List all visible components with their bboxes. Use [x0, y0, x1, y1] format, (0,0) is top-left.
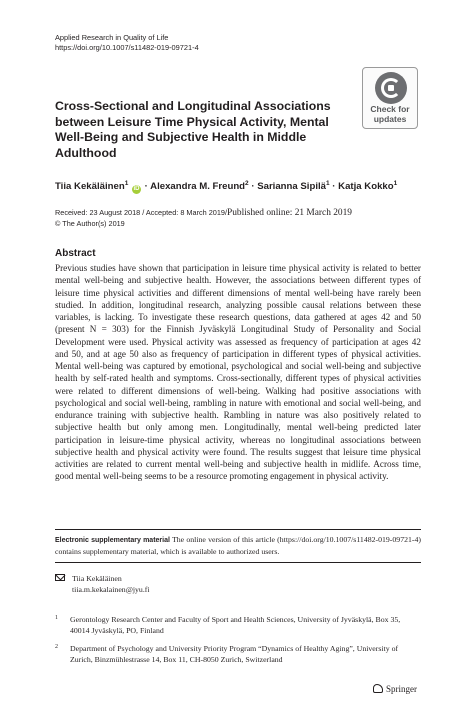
orcid-icon[interactable]: iD — [133, 186, 140, 193]
envelope-icon — [55, 574, 65, 581]
author-affiliation-sup: 1 — [326, 180, 330, 187]
affiliation — [55, 644, 421, 665]
article-title: Cross-Sectional and Longitudinal Associations between Leisure Time Physical Activity, Mental Well-Being and Subjective Health in Middle Adulthood — [55, 99, 331, 160]
author-list: Tiia Kekäläinen$^1$ iD · Alexandra M. Freund$^2$ · Sarianna Sipilä$^1$ · Katja Kokko$^1$ — [55, 180, 398, 193]
check-for-updates-badge[interactable] — [362, 67, 418, 129]
publisher-logo — [373, 684, 417, 694]
author-affiliation-sup: 1 — [124, 180, 129, 187]
affiliation-number: 1 — [55, 615, 58, 621]
journal-name: Applied Research in Quality of Life — [55, 33, 169, 42]
author-affiliation-sup: 2 — [245, 180, 249, 187]
corresponding-author — [55, 573, 150, 595]
author-name: Tiia Kekäläinen — [55, 181, 125, 193]
author-name: Katja Kokko — [338, 181, 394, 193]
supplementary-note — [55, 534, 421, 557]
affiliation-text: Department of Psychology and University Priority Program “Dynamics of Healthy Aging”, University of Zurich, Binzmühlestrasse 14, Box 11, CH-8050 Zurich, Switzerland — [70, 644, 399, 664]
affiliation — [55, 615, 421, 636]
author-affiliation-sup: 1 — [393, 180, 398, 187]
author-name: Alexandra M. Freund — [150, 181, 246, 193]
published-online: Published online: 21 March 2019 — [227, 208, 352, 218]
springer-horse-icon — [373, 684, 383, 693]
abstract-heading: Abstract — [55, 248, 96, 259]
copyright: © The Author(s) 2019 — [55, 218, 125, 228]
journal-doi[interactable]: https://doi.org/10.1007/s11482-019-09721-4 — [55, 43, 199, 52]
crossmark-icon — [375, 72, 407, 104]
supplementary-text: The online version of this article (https://doi.org/10.1007/s11482-019-09721-4) contains supplementary material, which is available to authorized users. — [55, 535, 421, 557]
supplementary-label: Electronic supplementary material — [55, 537, 170, 544]
divider — [55, 529, 421, 530]
received-accepted: Received: 23 August 2018 / Accepted: 8 March 2019/ — [55, 208, 227, 217]
author-name: Sarianna Sipilä — [257, 181, 326, 193]
affiliation-number: 2 — [55, 644, 58, 650]
abstract-body: Previous studies have shown that participation in leisure time physical activity is related to better mental well-being and subjective health. However, the associations between different types of leisure time physical activities and different dimensions of mental well-being have rarely been studied. In addition, longitudinal research, analyzing possible causal relations between these variables, is lacking. To investigate these research questions, data gathered at ages 42 and 50 (present N = 303) for the Finnish Jyväskylä Longitudinal Study of Personality and Social Development were used. Physical activity was assessed as frequency of participation at ages 42 and 50, and at age 50 also as frequency of participation in different types of physical activities. Mental well-being was captured by emotional, psychological and social well-being and subjective health by self-rated health and symptoms. Cross-sectionally, different types of physical activities were related to different dimensions of well-being. Walking had positive associations with psychological and social well-being, rambling in nature with emotional and social well-being, and endurance training with subjective health. Rambling in nature was also positively related to subjective health but only among men. Longitudinally, mental well-being predicted later participation in leisure-time physical activity, whereas no longitudinal associations between subjective health and physical activity were found. The results suggest that leisure time physical activities are related to current mental well-being and subjective health in midlife. Across time, good mental well-being seems to be a resource promoting engagement in physical activity. — [55, 263, 421, 482]
affiliation-text: Gerontology Research Center and Faculty of Sport and Health Sciences, University of Jyväskylä, Box 35, 40014 Jyväskylä, PO, Finland — [70, 615, 401, 635]
publisher-name: Springer — [386, 684, 417, 694]
badge-line-1: Check for — [370, 104, 410, 114]
publication-dates — [55, 208, 352, 229]
journal-header — [55, 33, 199, 53]
divider — [55, 562, 421, 563]
contact-email[interactable]: tiia.m.kekalainen@jyu.fi — [72, 585, 150, 594]
badge-line-2: updates — [373, 113, 407, 124]
contact-name: Tiia Kekäläinen — [72, 574, 122, 583]
